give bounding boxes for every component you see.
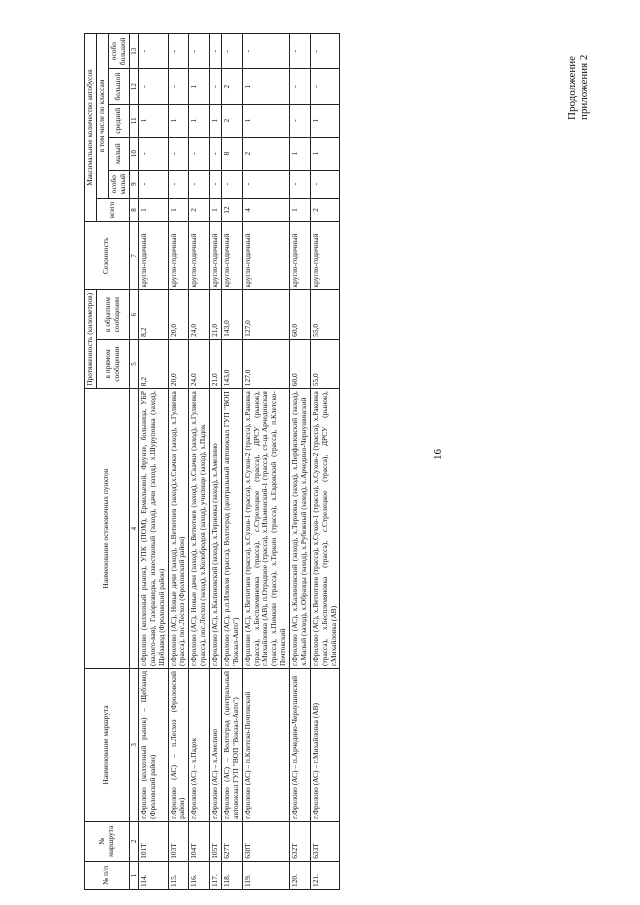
length-forward: 24,0 — [189, 339, 210, 388]
length-back: 24,0 — [189, 290, 210, 339]
table-row — [168, 34, 189, 890]
buses-especially-large: - — [290, 34, 311, 69]
header-length-back: в обратном сообщении — [96, 290, 129, 339]
buses-total: 1 — [210, 198, 222, 222]
column-number: 1 — [129, 861, 138, 889]
length-back: 143,0 — [221, 290, 242, 339]
route-number: 103Т — [168, 821, 189, 861]
buses-small: - — [138, 137, 168, 170]
table-row — [242, 34, 289, 890]
route-number: 632Т — [290, 821, 311, 861]
route-stops: г.Фролово (АС), Новые дачи (заход), х.Ветютнев (заход), х.Скачки (заход), х.Гуляевка (трасса), пос.Лесхоз (заход), х.Колобродов (заход), училище (заход), х.Падок — [189, 389, 210, 669]
season: кругло-годичный — [290, 222, 311, 290]
buses-large: 1 — [242, 69, 289, 104]
buses-small: - — [189, 137, 210, 170]
table-row — [310, 34, 340, 890]
column-number: 9 — [129, 170, 138, 198]
row-number: 119. — [242, 861, 289, 889]
row-number: 116. — [189, 861, 210, 889]
header-stops: Наименование остановочных пунктов — [85, 389, 130, 669]
buses-medium: 1 — [310, 104, 340, 137]
buses-medium: 1 — [242, 104, 289, 137]
buses-especially-small: - — [290, 170, 311, 198]
routes-table — [84, 33, 340, 890]
row-number: 115. — [168, 861, 189, 889]
page-number: 16 — [432, 449, 444, 460]
route-number: 630Т — [242, 821, 289, 861]
buses-especially-small: - — [189, 170, 210, 198]
buses-especially-small: - — [310, 170, 340, 198]
header-buses: Максимальное количество автобусов — [85, 34, 97, 222]
length-back: 20,0 — [168, 290, 189, 339]
buses-total: 12 — [221, 198, 242, 222]
table-row — [221, 34, 242, 890]
length-forward: 143,0 — [221, 339, 242, 388]
buses-total: 1 — [290, 198, 311, 222]
column-number: 10 — [129, 137, 138, 170]
route-stops: г.Фролово (АС), х.Калиновский (заход), х.Терновка (заход), х.Амелино — [210, 389, 222, 669]
buses-especially-small: - — [242, 170, 289, 198]
length-forward: 8,2 — [138, 339, 168, 388]
route-stops: г.Фролово (АС), х.Ветютнев (трасса), х.Сухов-1 (трасса), х.Сухов-2 (трасса), х.Раковка (трасса), х.Бесплемяновка (трасса), с.Стрелецкое (трасса), ДРСУ (рынок), г.Михайловка (АВ), п.Отрадное (трасса), х.Ильменский-1 (трасса), ст-ца Арчединская (трасса), х.Пимкин (трасса), х.Теркин (трасса), х.Евдовский (трасса), п.Клетско-Почтовский — [242, 389, 289, 669]
route-number: 627Т — [221, 821, 242, 861]
header-length-forward: в прямом сообщении — [96, 339, 129, 388]
length-forward: 55,0 — [310, 339, 340, 388]
buses-medium: 1 — [138, 104, 168, 137]
header-length: Протяженность (километров) — [85, 290, 97, 389]
route-name: г.Фролово (АС) – п.Арчедино-Чернушинский — [290, 669, 311, 822]
buses-especially-small: - — [210, 170, 222, 198]
route-stops: г.Фролово (АС), х.Ветютнев (трасса), х.Сухов-1 (трасса), х.Сухов-2 (трасса), х.Раковка (трасса), х.Бесплемяновка (трасса), с.Стрелецкое (трасса), ДРСУ (рынок), г.Михайловка (АВ) — [310, 389, 340, 669]
buses-especially-large: - — [221, 34, 242, 69]
buses-total: 1 — [168, 198, 189, 222]
route-number: 104Т — [189, 821, 210, 861]
length-back: 127,0 — [242, 290, 289, 339]
buses-total: 4 — [242, 198, 289, 222]
header-row-number: № п/п — [85, 861, 130, 889]
length-forward: 21,0 — [210, 339, 222, 388]
column-number: 12 — [129, 69, 138, 104]
buses-especially-small: - — [138, 170, 168, 198]
route-name: г.Фролово (АС) – п.Клетско-Почтовский — [242, 669, 289, 822]
buses-especially-large: - — [189, 34, 210, 69]
column-number: 13 — [129, 34, 138, 69]
route-name: г.Фролово (АС) – Волгоград (центральный автовокзал ГУП "ВОП "Вокзал-Авто") — [221, 669, 242, 822]
buses-small: - — [210, 137, 222, 170]
column-number: 2 — [129, 821, 138, 861]
length-forward: 20,0 — [168, 339, 189, 388]
route-stops: г.Фролово (АС), Новые дачи (заход), х.Ветютнев (заход),х.Скачки (заход), х.Гуляевка (трасса), пос.Лесхоз (Фроловский район) — [168, 389, 189, 669]
buses-medium: 1 — [210, 104, 222, 137]
route-number: 105Т — [210, 821, 222, 861]
row-number: 118. — [221, 861, 242, 889]
buses-large: 2 — [221, 69, 242, 104]
continuation-label: Продолжение приложения 2 — [566, 54, 590, 120]
header-by-class: в том числе по классам — [96, 34, 108, 199]
header-route-name: Наименование маршрута — [85, 669, 130, 822]
table-row — [290, 34, 311, 890]
route-name: г.Фролово (АС) – х.Амелино — [210, 669, 222, 822]
table-row — [189, 34, 210, 890]
buses-especially-large: - — [210, 34, 222, 69]
buses-large: - — [138, 69, 168, 104]
header-class-small: малый — [108, 137, 129, 170]
buses-especially-large: - — [168, 34, 189, 69]
buses-small: 8 — [221, 137, 242, 170]
buses-total: 1 — [138, 198, 168, 222]
route-name: г.Фролово (АС) – п.Лесхоз (Фроловский район) — [168, 669, 189, 822]
buses-especially-large: - — [310, 34, 340, 69]
column-number: 4 — [129, 389, 138, 669]
buses-small: 1 — [310, 137, 340, 170]
route-number: 633Т — [310, 821, 340, 861]
buses-small: 1 — [290, 137, 311, 170]
table-row — [138, 34, 168, 890]
buses-large: - — [210, 69, 222, 104]
row-number: 114. — [138, 861, 168, 889]
buses-medium: 1 — [189, 104, 210, 137]
season: кругло-годичный — [242, 222, 289, 290]
buses-large: - — [310, 69, 340, 104]
route-number: 101Т — [138, 821, 168, 861]
buses-especially-large: - — [138, 34, 168, 69]
season: кругло-годичный — [138, 222, 168, 290]
row-number: 120. — [290, 861, 311, 889]
buses-medium: - — [290, 104, 311, 137]
header-class-large: большой — [108, 69, 129, 104]
buses-total: 2 — [189, 198, 210, 222]
season: кругло-годичный — [221, 222, 242, 290]
column-number: 8 — [129, 198, 138, 222]
route-stops: г.Фролово (колхозный рынок), УПК (ПОМ), Ермильевой, Фрунзе, больница, УБР (налого-вая), Газоразведка, известковый (заход), дачи (заход), х.Шуруповка (заход), Щебзавод (Фроловский район) — [138, 389, 168, 669]
buses-especially-large: - — [242, 34, 289, 69]
route-name: г.Фролово (АС) – х.Падок — [189, 669, 210, 822]
column-number: 7 — [129, 222, 138, 290]
buses-large: - — [290, 69, 311, 104]
column-number: 5 — [129, 339, 138, 388]
buses-especially-small: - — [221, 170, 242, 198]
season: кругло-годичный — [210, 222, 222, 290]
header-route-number: № маршрута — [85, 821, 130, 861]
column-number: 3 — [129, 669, 138, 822]
season: кругло-годичный — [189, 222, 210, 290]
route-stops: г.Фролово (АС), х.Калиновский (заход), х.Терновка (заход), х.Перфиловский (заход), х.Малый (заход), х.Образцы (заход), х.Рубежный (заход), х.Арчедино-Чернушинский — [290, 389, 311, 669]
header-class-especially-small: особо малый — [108, 170, 129, 198]
header-season: Сезонность — [85, 222, 130, 290]
season: кругло-годичный — [168, 222, 189, 290]
buses-medium: 1 — [168, 104, 189, 137]
length-back: 60,0 — [290, 290, 311, 339]
row-number: 117. — [210, 861, 222, 889]
column-number: 6 — [129, 290, 138, 339]
table-row — [210, 34, 222, 890]
buses-small: 2 — [242, 137, 289, 170]
length-back: 8,2 — [138, 290, 168, 339]
row-number: 121. — [310, 861, 340, 889]
route-stops: г.Фролово (АС), р.п.Иловля (трасса), Волгоград (центральный автовокзал ГУП "ВОП "Вокзал-Авто") — [221, 389, 242, 669]
column-number: 11 — [129, 104, 138, 137]
length-forward: 60,0 — [290, 339, 311, 388]
header-class-medium: средний — [108, 104, 129, 137]
length-forward: 127,0 — [242, 339, 289, 388]
route-name: г.Фролово (АС) – г.Михайловка (АВ) — [310, 669, 340, 822]
buses-large: - — [168, 69, 189, 104]
length-back: 55,0 — [310, 290, 340, 339]
buses-total: 2 — [310, 198, 340, 222]
buses-medium: 2 — [221, 104, 242, 137]
buses-especially-small: - — [168, 170, 189, 198]
buses-small: - — [168, 137, 189, 170]
season: кругло-годичный — [310, 222, 340, 290]
length-back: 21,0 — [210, 290, 222, 339]
buses-large: 1 — [189, 69, 210, 104]
route-name: г.Фролово (колхозный рынок) – Щебзавод (Фроловский район) — [138, 669, 168, 822]
header-total: всего — [96, 198, 129, 222]
header-class-especially-large: особо большой — [108, 34, 129, 69]
